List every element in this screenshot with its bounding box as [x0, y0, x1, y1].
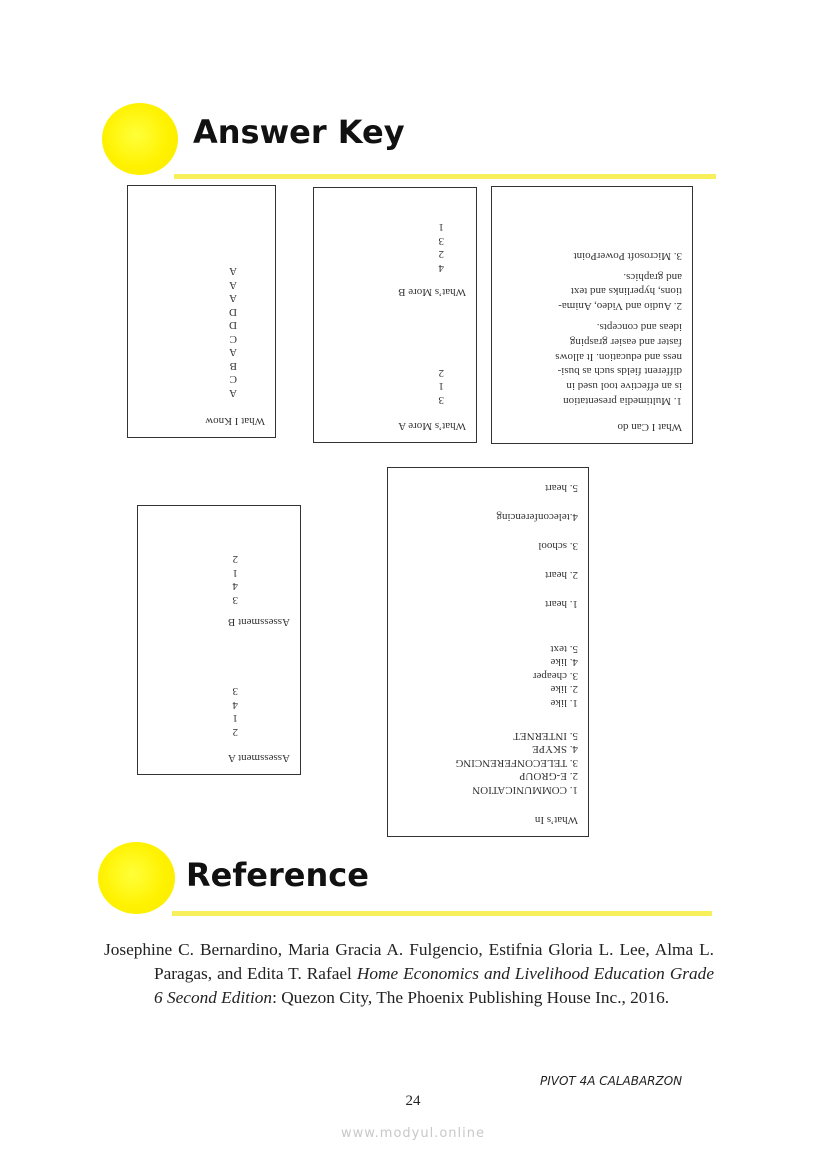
answer-item: 3: [232, 594, 238, 606]
answer-list: [533, 642, 578, 710]
box-label: What I Know: [205, 415, 265, 427]
answer-item: 3. TELECONFERENCING: [455, 757, 578, 769]
answer-line: 3. Microsoft PowerPoint: [573, 249, 682, 262]
answer-item: 2: [438, 367, 444, 379]
reference-citation: [104, 938, 714, 1010]
answer-box-what-i-know: [127, 185, 276, 438]
answer-list: [233, 684, 239, 738]
answer-item: 1. like: [550, 697, 578, 709]
answer-line: 1. Multimedia presentation: [563, 395, 682, 407]
answer-item: C: [229, 373, 237, 386]
answer-item: 3: [438, 235, 444, 247]
answer-item: 3. school: [538, 540, 578, 552]
answer-item: 3: [232, 685, 238, 698]
answer-line: tions, hyperlinks and text: [570, 285, 682, 298]
answer-item: D: [229, 306, 237, 318]
answer-item: 1: [438, 380, 444, 393]
answer-item: 5. heart: [545, 482, 578, 494]
answer-line: different fields such as busi-: [557, 365, 682, 378]
answer-box-assessment: [137, 505, 301, 775]
answer-item: 5. INTERNET: [513, 730, 578, 742]
answer-item: 2: [232, 726, 238, 738]
answer-list: [439, 220, 445, 274]
answer-list: [229, 264, 237, 399]
citation-book-title: Home Economics and Livelihood Education Grade 6 Second Edition: [154, 964, 714, 1007]
answer-list: [439, 366, 445, 407]
answer-item: 4. like: [550, 656, 578, 669]
citation-authors: Josephine C. Bernardino, Maria Gracia A. Fulgencio, Estifnia Gloria L. Lee, Alma L. Paragas, and Edita T. Rafael: [104, 940, 714, 983]
footer-label: PIVOT 4A CALABARZON: [540, 1074, 683, 1088]
answer-item: 2: [232, 553, 238, 566]
answer-line: faster and easier grasping: [569, 335, 682, 348]
answer-item: 2. E-GROUP: [519, 770, 578, 783]
answer-item: 4.teleconferencing: [496, 511, 578, 523]
box-label: What’s More B: [398, 286, 466, 298]
watermark: www.modyul.online: [340, 1126, 486, 1141]
answer-item: 3: [438, 394, 444, 406]
box-label: What I Can do: [617, 421, 682, 433]
answer-item: A: [229, 346, 237, 359]
answer-paragraph: [555, 248, 682, 408]
yellow-circle-decoration: [102, 103, 178, 175]
box-label: What’s More A: [398, 420, 466, 432]
answer-item: D: [229, 319, 237, 332]
answer-line: and graphics.: [623, 270, 682, 283]
answer-item: A: [229, 387, 237, 399]
answer-line: ideas and concepts.: [596, 321, 682, 334]
answer-item: 1: [232, 567, 238, 579]
answer-item: 1. COMMUNICATION: [472, 784, 578, 796]
answer-item: 4: [232, 580, 238, 593]
answer-item: B: [229, 360, 237, 372]
box-label: Assessment B: [227, 616, 290, 628]
page-number: 24: [405, 1093, 421, 1109]
reference-title: Reference: [186, 856, 369, 894]
answer-box-whats-more: [313, 187, 477, 443]
answer-item: 4: [438, 262, 444, 274]
answer-line: 2. Audio and Video, Anima-: [558, 300, 682, 313]
answer-item: 3. cheaper: [532, 670, 578, 682]
answer-list: [233, 552, 239, 606]
answer-key-title: Answer Key: [193, 113, 405, 151]
answer-item: 5. text: [550, 643, 578, 655]
answer-item: 4. SKYPE: [532, 743, 578, 756]
box-label: Assessment A: [227, 752, 290, 764]
reference-rule: [172, 911, 712, 916]
answer-line: is an effective tool used in: [566, 380, 682, 393]
answer-list: [455, 729, 578, 797]
answer-item: 1: [438, 221, 444, 234]
answer-item: A: [229, 279, 237, 291]
answer-item: 2. like: [550, 683, 578, 696]
answer-box-what-i-can-do: [491, 186, 693, 444]
answer-item: 2: [438, 248, 444, 261]
answer-list: [496, 473, 578, 618]
answer-key-rule: [174, 174, 716, 179]
answer-item: 2. heart: [545, 569, 578, 581]
answer-item: 4: [232, 699, 238, 711]
answer-box-whats-in: [387, 467, 589, 837]
yellow-circle-decoration: [98, 842, 175, 914]
answer-line: ness and education. It allows: [555, 350, 682, 363]
answer-item: 1: [232, 712, 238, 725]
box-label: What’s In: [534, 814, 578, 826]
answer-item: C: [229, 333, 237, 345]
answer-item: A: [229, 265, 237, 278]
answer-item: A: [229, 292, 237, 305]
answer-item: 1. heart: [545, 598, 578, 610]
citation-publisher: : Quezon City, The Phoenix Publishing House Inc., 2016.: [272, 988, 670, 1007]
